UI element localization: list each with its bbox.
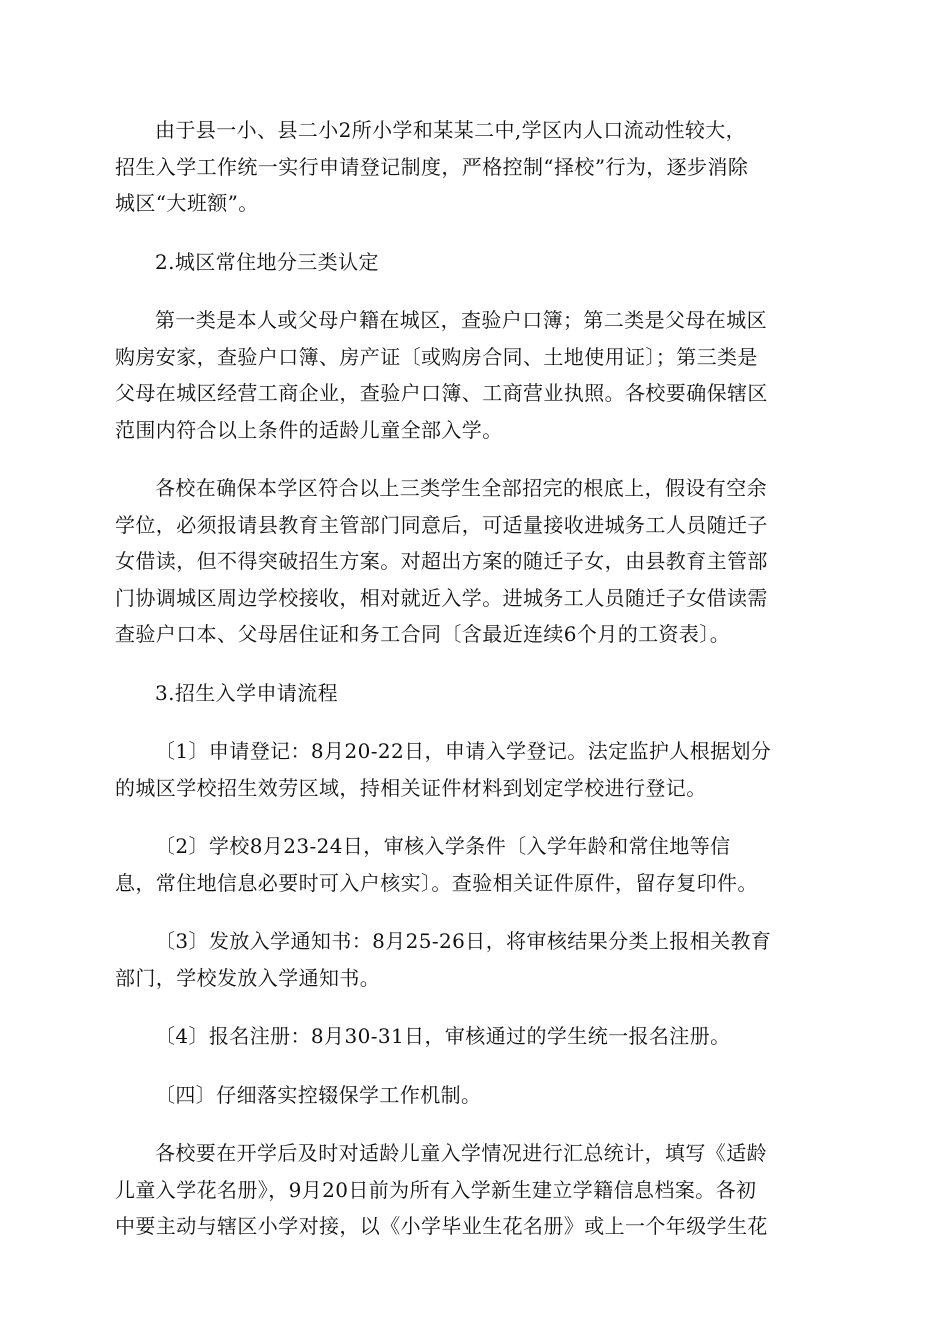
text-line: 范围内符合以上条件的适龄儿童全部入学。 — [115, 417, 503, 442]
text-line: 〔4〕报名注册：8月30-31日，审核通过的学生统一报名注册。 — [155, 1024, 731, 1048]
text-line: 〔1〕申请登记：8月20-22日，申请入学登记。法定监护人根据划分 — [155, 739, 772, 763]
text-line: 第一类是本人或父母户籍在城区，查验户口簿；第二类是父母在城区 — [155, 308, 767, 332]
paragraph-residence-types — [115, 302, 832, 448]
text-line: 招生入学工作统一实行申请登记制度，严格控制“择校”行为，逐步消除 — [115, 154, 749, 179]
text-line: 〔2〕学校8月23-24日，审核入学条件〔入学年龄和常住地等信 — [155, 834, 731, 858]
paragraph-migrant-children — [115, 470, 832, 653]
heading-text: 3.招生入学申请流程 — [155, 680, 339, 705]
step-4-enrollment — [115, 1018, 832, 1055]
text-line: 由于县一小、县二小2所小学和某某二中,学区内人口流动性较大， — [155, 118, 747, 142]
section-heading-residence — [115, 244, 832, 281]
heading-text: 2.城区常住地分三类认定 — [155, 249, 379, 274]
text-line: 各校要在开学后及时对适龄儿童入学情况进行汇总统计，填写《适龄 — [155, 1141, 767, 1165]
section-heading-dropout-control — [115, 1077, 832, 1114]
text-line: 儿童入学花名册》，9月20日前为所有入学新生建立学籍信息档案。各初 — [115, 1177, 757, 1202]
text-line: 各校在确保本学区符合以上三类学生全部招完的根底上，假设有空余 — [155, 476, 767, 500]
text-line: 部门，学校发放入学通知书。 — [115, 965, 381, 990]
heading-text: 〔四〕仔细落实控辍保学工作机制。 — [155, 1082, 482, 1107]
text-line: 父母在城区经营工商企业，查验户口簿、工商营业执照。各校要确保辖区 — [115, 381, 768, 405]
text-line: 查验户口本、父母居住证和务工合同〔含最近连续6个月的工资表〕。 — [115, 622, 731, 646]
text-line: 城区“大班额”。 — [115, 191, 259, 215]
text-line: 〔3〕发放入学通知书：8月25-26日，将审核结果分类上报相关教育 — [155, 929, 772, 953]
step-1-registration — [115, 733, 832, 806]
text-line: 女借读，但不得突破招生方案。对超出方案的随迁子女，由县教育主管部 — [115, 549, 768, 573]
step-3-notice — [115, 923, 832, 996]
text-line: 学位，必须报请县教育主管部门同意后，可适量接收进城务工人员随迁子 — [115, 512, 768, 537]
text-line: 门协调城区周边学校接收，相对就近入学。进城务工人员随迁子女借读需 — [115, 585, 768, 610]
text-line: 息，常住地信息必要时可入户核实〕。查验相关证件原件，留存复印件。 — [115, 870, 758, 895]
text-line: 中要主动与辖区小学对接，以《小学毕业生花名册》或上一个年级学生花 — [115, 1214, 768, 1238]
text-line: 购房安家，查验户口簿、房产证〔或购房合同、土地使用证〕；第三类是 — [115, 344, 758, 369]
text-line: 的城区学校招生效劳区域，持相关证件材料到划定学校进行登记。 — [115, 775, 707, 800]
section-heading-procedure — [115, 675, 832, 712]
paragraph-district-admission — [115, 112, 832, 222]
paragraph-statistics — [115, 1135, 832, 1245]
step-2-review — [115, 828, 832, 901]
